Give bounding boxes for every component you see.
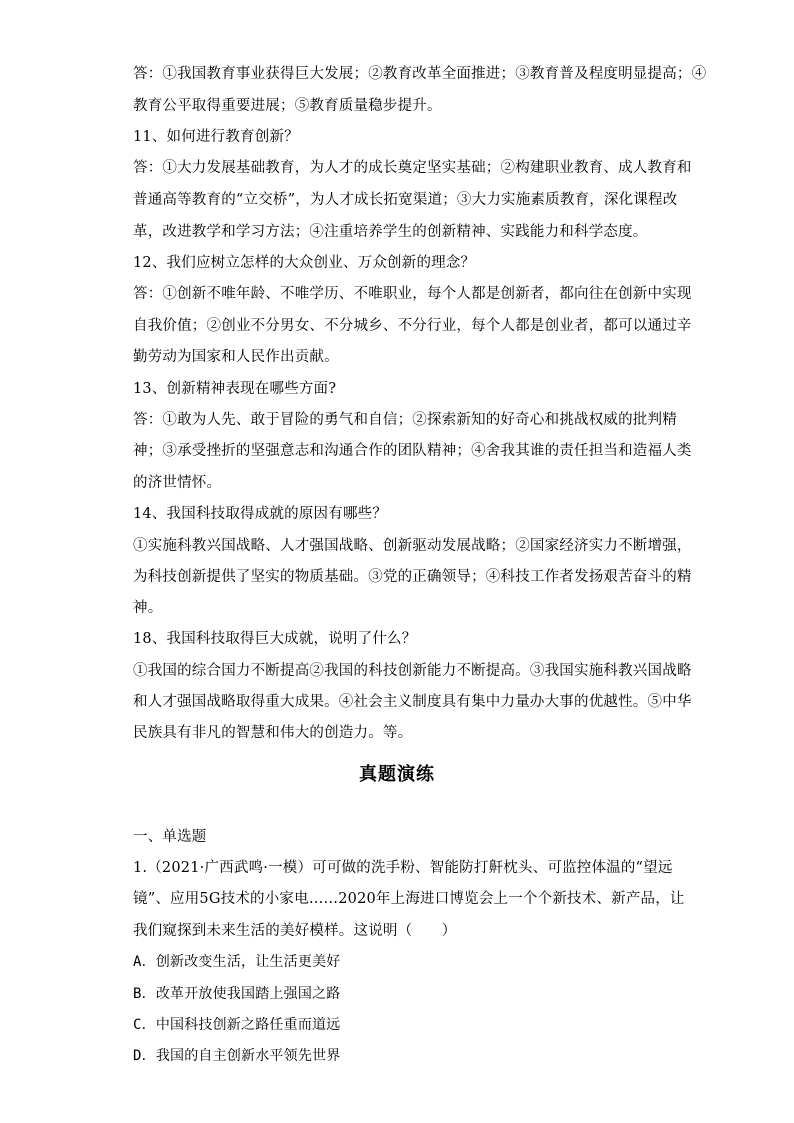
question-13: 13、创新精神表现在哪些方面? bbox=[133, 381, 337, 397]
answer-12-line-1: 答：①创新不唯年龄、不唯学历、不唯职业，每个人都是创新者，都向往在创新中实现 bbox=[133, 286, 692, 302]
answer-11-line-3: 革，改进教学和学习方法；④注重培养学生的创新精神、实践能力和科学态度。 bbox=[133, 224, 648, 240]
question-14: 14、我国科技取得成就的原因有哪些？ bbox=[133, 506, 388, 522]
question-11: 11、如何进行教育创新？ bbox=[133, 129, 299, 145]
question-1-line-3: 我们窥探到未来生活的美好模样。这说明（ ） bbox=[133, 923, 457, 939]
practice-heading: 真题演练 bbox=[359, 764, 435, 785]
question-1-line-1: 1.（2021·广西武鸣·一模）可可做的洗手粉、智能防打鼾枕头、可监控体温的“望远 bbox=[133, 860, 673, 876]
answer-12-line-2: 自我价值；②创业不分男女、不分城乡、不分行业，每个人都是创业者，都可以通过辛 bbox=[133, 318, 692, 334]
question-1-line-2: 镜”、应用5G技术的小家电……2020年上海进口博览会上一个个新技术、新产品，让 bbox=[133, 891, 685, 907]
answer-18-line-2: 和人才强国战略取得重大成果。④社会主义制度具有集中力量办大事的优越性。⑤中华 bbox=[133, 694, 692, 710]
option-d: D．我国的自主创新水平领先世界 bbox=[133, 1048, 341, 1064]
option-b: B．改革开放使我国踏上强国之路 bbox=[133, 986, 341, 1002]
option-c: C．中国科技创新之路任重而道远 bbox=[133, 1017, 341, 1033]
answer-13-line-1: 答：①敢为人先、敢于冒险的勇气和自信；②探索新知的好奇心和挑战权威的批判精 bbox=[133, 412, 677, 428]
answer-10-line-2: 教育公平取得重要进展；⑤教育质量稳步提升。 bbox=[133, 98, 442, 114]
answer-11-line-2: 普通高等教育的“立交桥”，为人才成长拓宽渠道；③大力实施素质教育，深化课程改 bbox=[133, 192, 678, 208]
answer-18-line-1: ①我国的综合国力不断提高②我国的科技创新能力不断提高。③我国实施科教兴国战略 bbox=[133, 663, 692, 679]
answer-14-line-3: 神。 bbox=[133, 600, 163, 616]
answer-10-line-1: 答：①我国教育事业获得巨大发展；②教育改革全面推进；③教育普及程度明显提高；④ bbox=[133, 66, 707, 82]
answer-14-line-1: ①实施科教兴国战略、人才强国战略、创新驱动发展战略；②国家经济实力不断增强， bbox=[133, 538, 692, 554]
question-18: 18、我国科技取得巨大成就，说明了什么？ bbox=[133, 631, 417, 647]
answer-18-line-3: 民族具有非凡的智慧和伟大的创造力。等。 bbox=[133, 725, 413, 741]
option-a: A．创新改变生活，让生活更美好 bbox=[133, 954, 341, 970]
answer-11-line-1: 答：①大力发展基础教育，为人才的成长奠定坚实基础；②构建职业教育、成人教育和 bbox=[133, 160, 692, 176]
answer-12-line-3: 勤劳动为国家和人民作出贡献。 bbox=[133, 349, 339, 365]
question-12: 12、我们应树立怎样的大众创业、万众创新的理念？ bbox=[133, 255, 476, 271]
section-label-single-choice: 一、单选题 bbox=[133, 829, 207, 845]
answer-13-line-2: 神；③承受挫折的坚强意志和沟通合作的团队精神；④舍我其谁的责任担当和造福人类 bbox=[133, 443, 692, 459]
answer-13-line-3: 的济世情怀。 bbox=[133, 475, 222, 491]
answer-14-line-2: 为科技创新提供了坚实的物质基础。③党的正确领导；④科技工作者发扬艰苦奋斗的精 bbox=[133, 569, 692, 585]
